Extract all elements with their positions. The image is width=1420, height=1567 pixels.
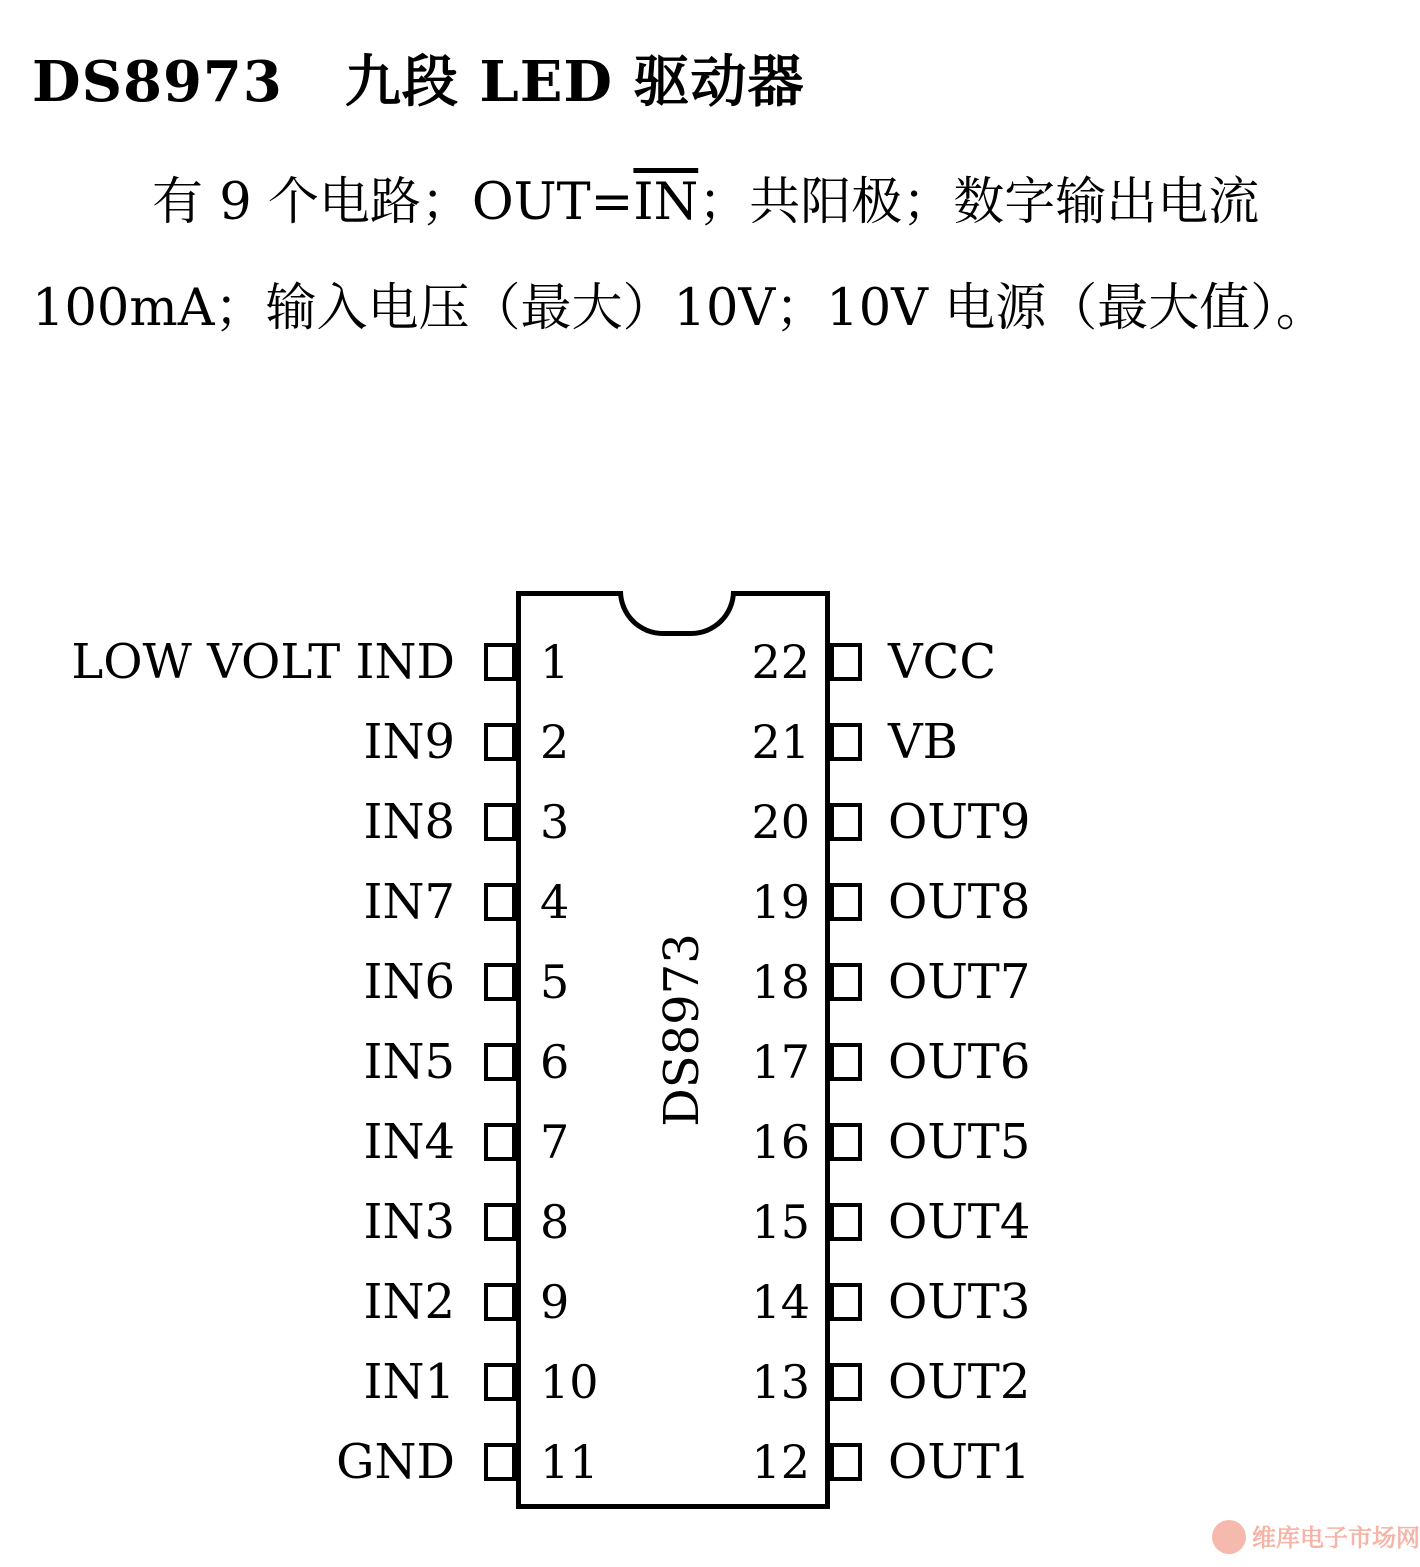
pin-number: 10 [540, 1355, 599, 1409]
pin-right-12 [830, 1443, 862, 1481]
pin-number: 14 [751, 1275, 810, 1329]
pin-left-10 [484, 1363, 516, 1401]
pin-number: 19 [751, 875, 810, 929]
pin-number: 12 [751, 1435, 810, 1489]
pin-left-11 [484, 1443, 516, 1481]
pin-label: OUT7 [888, 954, 1031, 1010]
pin-left-7 [484, 1123, 516, 1161]
pin-label: VCC [888, 634, 997, 690]
pin-label: OUT3 [888, 1274, 1031, 1330]
pin-number: 18 [751, 955, 810, 1009]
pin-right-16 [830, 1123, 862, 1161]
pin-number: 2 [540, 715, 570, 769]
pin-left-1 [484, 643, 516, 681]
chip-name: DS8973 [654, 933, 710, 1127]
pin-left-5 [484, 963, 516, 1001]
pin-label: IN7 [363, 874, 455, 930]
pin-left-9 [484, 1283, 516, 1321]
pin-number: 8 [540, 1195, 570, 1249]
part-description: 九段 LED 驱动器 [344, 49, 805, 115]
pin-label: IN8 [363, 794, 455, 850]
pin-right-18 [830, 963, 862, 1001]
pin-label: IN5 [363, 1034, 455, 1090]
pin-label: IN3 [363, 1194, 455, 1250]
pin-label: IN4 [363, 1114, 455, 1170]
pin-number: 20 [751, 795, 810, 849]
part-number: DS8973 [32, 49, 283, 115]
pin-label: OUT9 [888, 794, 1031, 850]
pin-number: 17 [751, 1035, 810, 1089]
description-text-1: 有 9 个电路；OUT= [152, 173, 634, 232]
pin-left-2 [484, 723, 516, 761]
pin-right-19 [830, 883, 862, 921]
pin-number: 21 [751, 715, 810, 769]
pin-label: VB [888, 714, 958, 770]
pin-number: 13 [751, 1355, 810, 1409]
pin-label: LOW VOLT IND [71, 634, 455, 690]
pin-number: 22 [751, 635, 810, 689]
pin-number: 11 [540, 1435, 599, 1489]
pin-right-13 [830, 1363, 862, 1401]
pin-label: OUT4 [888, 1194, 1031, 1250]
pin-number: 1 [540, 635, 570, 689]
pin-number: 15 [751, 1195, 810, 1249]
pin-label: IN6 [363, 954, 455, 1010]
pin-label: IN9 [363, 714, 455, 770]
pin-number: 16 [751, 1115, 810, 1169]
pin-label: OUT5 [888, 1114, 1031, 1170]
description [32, 150, 1362, 362]
pin-label: GND [336, 1434, 455, 1490]
pin-label: IN2 [363, 1274, 455, 1330]
pin-right-20 [830, 803, 862, 841]
pin-number: 3 [540, 795, 570, 849]
pin-left-8 [484, 1203, 516, 1241]
pin-right-14 [830, 1283, 862, 1321]
pin-right-17 [830, 1043, 862, 1081]
pin-number: 4 [540, 875, 570, 929]
pin-number: 7 [540, 1115, 570, 1169]
pin-number: 9 [540, 1275, 570, 1329]
watermark-text: 维库电子市场网 [1252, 1524, 1420, 1552]
pin-right-22 [830, 643, 862, 681]
inverted-in-label: $\overline{IN}$ [633, 173, 699, 232]
pin-label: OUT1 [888, 1434, 1031, 1490]
pin-left-3 [484, 803, 516, 841]
pin-number: 5 [540, 955, 570, 1009]
pin-label: IN1 [363, 1354, 455, 1410]
pin-left-4 [484, 883, 516, 921]
pin-right-21 [830, 723, 862, 761]
watermark-logo-icon [1212, 1520, 1246, 1554]
description-text-2: ；共阳极；数字输出电流 100mA；输入电压（最大）10V；10V 电源（最大值）。 [32, 173, 1327, 338]
pin-left-6 [484, 1043, 516, 1081]
pin-right-15 [830, 1203, 862, 1241]
pin-label: OUT2 [888, 1354, 1031, 1410]
pin-label: OUT8 [888, 874, 1031, 930]
pin-number: 6 [540, 1035, 570, 1089]
pin-label: OUT6 [888, 1034, 1031, 1090]
page-title [32, 38, 805, 118]
